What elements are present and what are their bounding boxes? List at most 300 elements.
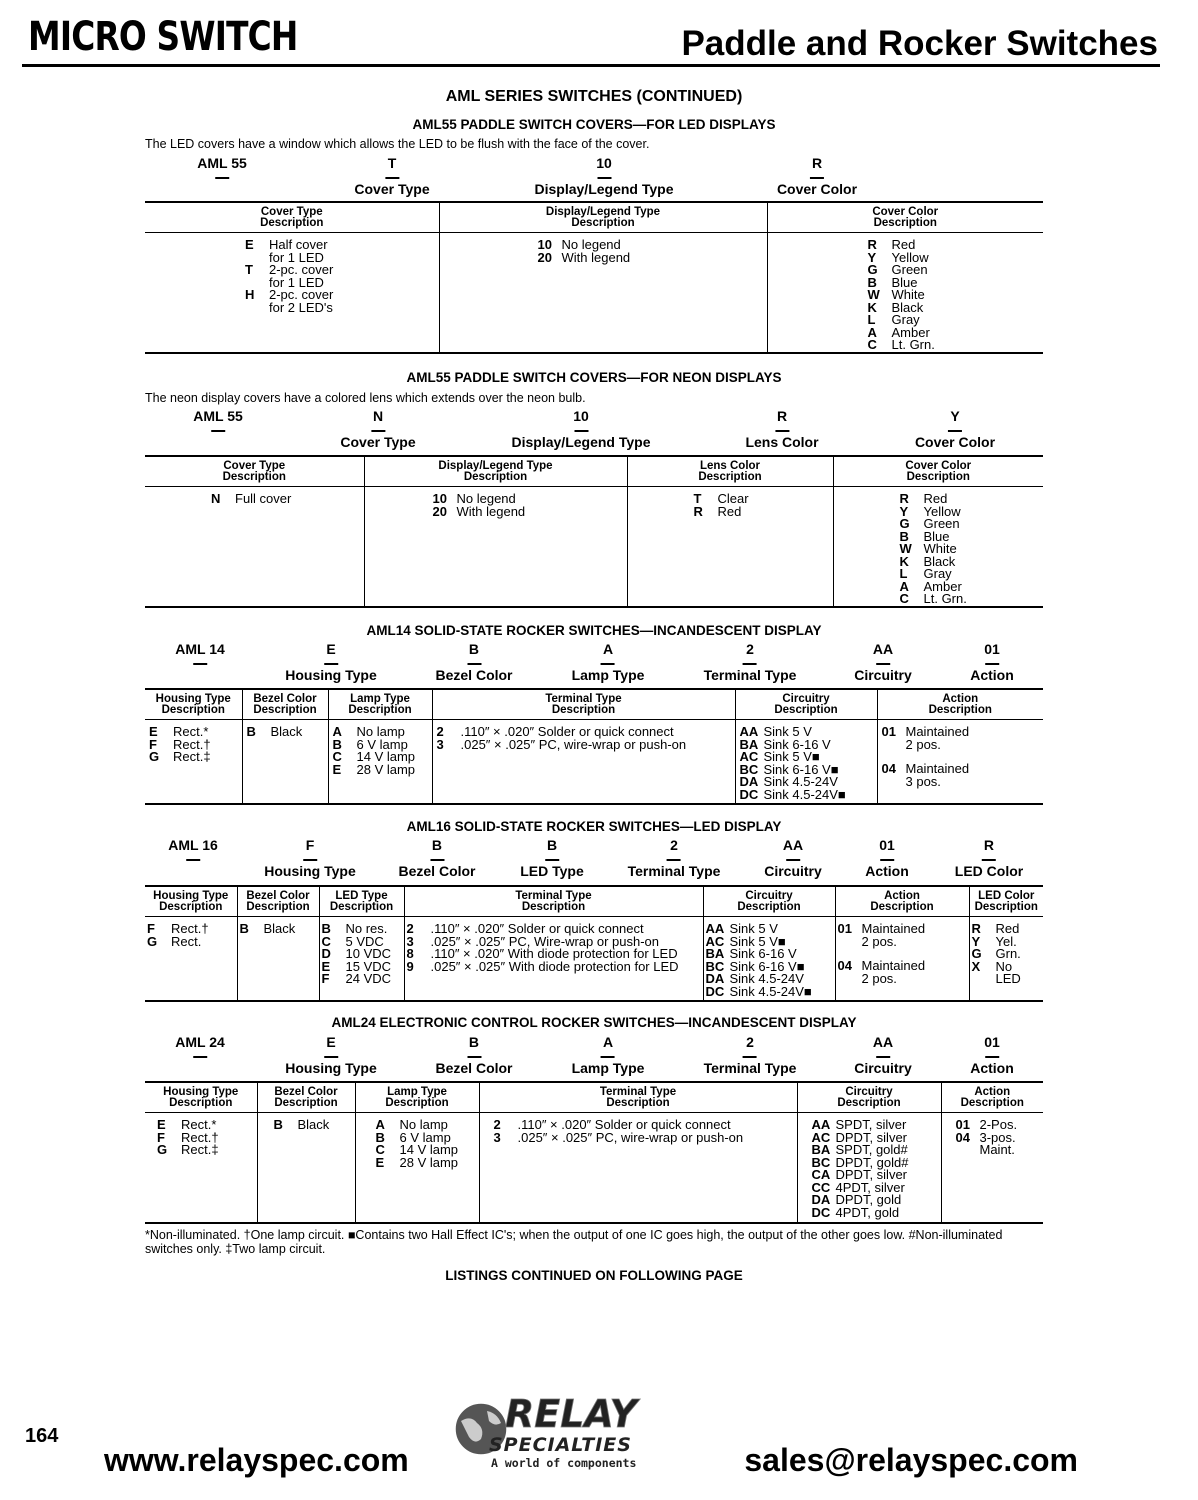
item-desc: Rect.‡ xyxy=(173,749,211,764)
column-header-title: Terminal Type xyxy=(515,890,592,902)
item-code: B xyxy=(273,1117,283,1132)
list-item xyxy=(899,503,1040,519)
code-dash xyxy=(371,430,385,432)
code-value: AML 16 xyxy=(168,837,218,853)
item-desc: 2-Pos. xyxy=(979,1117,1018,1132)
cell-bezel xyxy=(237,917,319,1001)
column-header-title: Circuitry xyxy=(745,890,793,902)
list-item xyxy=(693,503,829,519)
item-code: L xyxy=(867,312,876,327)
code-dash xyxy=(545,859,559,861)
code-value: AML 24 xyxy=(175,1034,225,1050)
column-header xyxy=(145,689,242,720)
item-code: R xyxy=(867,237,877,252)
column-header-title: Bezel Color xyxy=(246,890,310,902)
item-desc: Sink 4.5-24V xyxy=(763,774,838,789)
item-desc: Blue xyxy=(923,528,950,544)
s4-code-2 xyxy=(398,837,475,879)
column-header-title: Bezel Color xyxy=(274,1086,338,1098)
s2-code-1 xyxy=(340,408,415,450)
item-code: C xyxy=(332,749,342,764)
column-header xyxy=(145,202,439,233)
item-desc: Clear xyxy=(717,491,749,506)
list-item xyxy=(332,761,428,777)
item-code: B xyxy=(867,274,877,290)
code-value: AML 55 xyxy=(193,408,243,424)
code-value: A xyxy=(602,1034,614,1050)
column-header xyxy=(364,456,627,487)
column-header-title: Cover Type xyxy=(223,460,286,472)
s1-heading: AML55 PADDLE SWITCH COVERS—FOR LED DISPLAYS xyxy=(412,117,776,132)
item-desc: Maintained xyxy=(905,761,970,776)
column-header-sub: Description xyxy=(161,704,225,716)
list-item xyxy=(900,493,1040,506)
item-code: CC xyxy=(811,1179,831,1195)
cell-ledcolor xyxy=(969,917,1043,1001)
item-code: T xyxy=(245,262,253,277)
item-desc: Sink 5 V xyxy=(729,921,778,936)
item-desc: Full cover xyxy=(235,491,292,506)
code-value: 10 xyxy=(573,408,589,424)
s2-table xyxy=(145,455,1043,608)
item-code: G xyxy=(157,1142,168,1157)
list-item-cont xyxy=(972,973,1040,986)
s5-table xyxy=(145,1081,1043,1224)
column-header-title: Circuitry xyxy=(845,1086,893,1098)
s4-code-4 xyxy=(628,837,721,879)
item-desc: Sink 5 V■ xyxy=(763,749,820,764)
list-item xyxy=(811,1204,937,1220)
list-item xyxy=(694,493,829,506)
column-header xyxy=(941,1082,1043,1113)
item-desc: Black xyxy=(297,1117,330,1132)
item-desc: 28 V lamp xyxy=(399,1154,459,1170)
cell-color xyxy=(833,487,1043,607)
column-header xyxy=(877,689,1043,720)
column-header-sub: Description xyxy=(385,1097,449,1109)
item-code: BA xyxy=(705,946,725,961)
item-desc: 3-pos. xyxy=(979,1129,1016,1145)
item-desc: No res. xyxy=(345,921,388,936)
code-dash xyxy=(186,859,200,861)
column-header xyxy=(404,886,703,917)
column-header-title: Terminal Type xyxy=(599,1086,677,1098)
item-code: DC xyxy=(705,983,725,999)
item-desc: Half cover xyxy=(269,237,328,252)
code-dash xyxy=(430,859,444,861)
column-header-sub: Description xyxy=(348,704,412,716)
s3-code-3 xyxy=(572,641,645,683)
column-header-sub: Description xyxy=(246,901,310,913)
item-code: A xyxy=(332,724,342,739)
code-label: Bezel Color xyxy=(398,862,476,879)
code-label: Action xyxy=(970,666,1014,683)
code-dash xyxy=(303,859,317,861)
item-desc: No legend xyxy=(456,491,516,506)
code-dash xyxy=(743,663,757,665)
item-code: E xyxy=(157,1117,166,1132)
item-desc: No legend xyxy=(561,237,621,252)
item-code: AC xyxy=(811,1129,831,1145)
column-header-sub: Description xyxy=(974,901,1038,913)
s3-code-0 xyxy=(175,641,225,665)
item-desc: 28 V lamp xyxy=(356,761,416,777)
item-desc: Rect.† xyxy=(171,921,209,936)
s3-table xyxy=(145,688,1043,805)
column-header-sub: Description xyxy=(521,901,586,913)
list-item xyxy=(900,568,1040,581)
website-link[interactable]: www.relayspec.com xyxy=(104,1442,409,1478)
relay-specialties-logo xyxy=(447,1393,697,1473)
code-dash xyxy=(467,1056,481,1058)
item-code: DC xyxy=(811,1204,831,1220)
item-desc: Rect.† xyxy=(173,736,211,752)
item-desc: Lt. Grn. xyxy=(923,591,967,606)
s3-code-4 xyxy=(704,641,797,683)
list-item xyxy=(868,339,1040,352)
column-header xyxy=(145,886,237,917)
code-value: AA xyxy=(872,1034,894,1050)
brand-logo-text: MICRO SWITCH xyxy=(28,14,298,60)
item-code: X xyxy=(971,958,981,974)
s5-code-1 xyxy=(285,1034,377,1076)
column-header-title: Display/Legend Type xyxy=(545,206,661,218)
list-item xyxy=(432,503,623,519)
code-value: B xyxy=(546,837,558,853)
item-desc: Sink 6-16 V xyxy=(763,736,831,752)
s5-code-5 xyxy=(854,1034,912,1076)
item-code: E xyxy=(245,237,254,252)
item-desc: Rect.‡ xyxy=(181,1142,219,1157)
cell-led xyxy=(319,917,404,1001)
column-header xyxy=(479,1082,797,1113)
item-code: 01 xyxy=(881,724,896,739)
list-item xyxy=(436,736,731,752)
code-label: Display/Legend Type xyxy=(534,180,674,197)
code-value: AML 55 xyxy=(197,155,247,171)
code-dash xyxy=(985,1056,999,1058)
item-code: F xyxy=(157,1129,165,1145)
item-code: DC xyxy=(739,786,759,802)
s4-table xyxy=(145,885,1043,1002)
item-desc: DPDT, gold xyxy=(835,1192,902,1207)
item-desc: Amber xyxy=(923,578,962,594)
column-header-sub: Description xyxy=(551,704,616,716)
column-header xyxy=(767,202,1043,233)
cell-lens xyxy=(627,487,833,607)
item-code: G xyxy=(147,933,158,949)
item-desc-cont: for 1 LED xyxy=(269,249,324,265)
list-item xyxy=(157,1144,253,1157)
item-desc: SPDT, gold# xyxy=(835,1142,908,1157)
column-header xyxy=(969,886,1043,917)
s5-code-2 xyxy=(435,1034,512,1076)
item-code: BC xyxy=(811,1154,831,1170)
code-value: 01 xyxy=(879,837,895,853)
item-desc-cont: 2 pos. xyxy=(861,933,897,949)
item-desc: Sink 4.5-24V■ xyxy=(729,983,812,999)
item-desc: Red xyxy=(891,237,916,252)
list-item-cont xyxy=(245,299,435,315)
s1-code-0 xyxy=(197,155,247,179)
item-code: R xyxy=(899,491,909,506)
code-value: AA xyxy=(782,837,804,853)
code-value: 01 xyxy=(984,1034,1000,1050)
cell-action xyxy=(941,1113,1043,1223)
code-label: Action xyxy=(865,862,909,879)
column-header xyxy=(797,1082,941,1113)
column-header xyxy=(833,456,1043,487)
item-code: BA xyxy=(811,1142,831,1157)
column-header-title: Action xyxy=(974,1086,1011,1098)
item-desc: 2-pc. cover xyxy=(269,287,334,302)
item-code: 3 xyxy=(436,736,444,752)
list-item xyxy=(537,249,763,265)
s3-code-2 xyxy=(435,641,512,683)
item-desc: Yellow xyxy=(923,503,961,519)
item-code: 2 xyxy=(406,921,414,936)
list-item xyxy=(739,786,873,802)
column-header-title: LED Type xyxy=(335,890,388,902)
s1-note: The LED covers have a window which allows the LED to be flush with the face of the cover. xyxy=(145,137,650,151)
item-desc: DPDT, gold# xyxy=(835,1154,909,1170)
code-value: 2 xyxy=(746,641,754,657)
code-label: Circuitry xyxy=(854,1059,912,1076)
item-desc: 10 VDC xyxy=(345,946,392,961)
item-code: A xyxy=(899,578,909,594)
cell-action xyxy=(835,917,969,1001)
s5-code-4 xyxy=(704,1034,797,1076)
code-dash xyxy=(385,177,399,179)
item-desc-cont: LED xyxy=(995,971,1021,986)
item-code: BC xyxy=(739,761,759,777)
s2-note: The neon display covers have a colored lens which extends over the neon bulb. xyxy=(145,391,586,405)
item-code: C xyxy=(867,337,877,352)
s4-heading: AML16 SOLID-STATE ROCKER SWITCHES—LED DISPLAY xyxy=(406,819,782,834)
code-value: F xyxy=(305,837,315,853)
item-desc-cont: for 1 LED xyxy=(269,274,324,290)
column-header xyxy=(328,689,432,720)
code-label: Housing Type xyxy=(285,666,377,683)
column-header-title: Cover Color xyxy=(905,460,972,472)
item-code: C xyxy=(899,591,909,606)
column-header xyxy=(257,1082,355,1113)
code-dash xyxy=(324,663,338,665)
item-code: G xyxy=(899,516,910,531)
s2-code-0 xyxy=(193,408,243,432)
s2-code-3 xyxy=(745,408,818,450)
cell-terminal xyxy=(479,1113,797,1223)
item-desc: Lt. Grn. xyxy=(891,337,935,352)
code-value: B xyxy=(431,837,443,853)
column-header xyxy=(432,689,735,720)
column-header-title: Lens Color xyxy=(699,460,761,472)
item-code: B xyxy=(239,921,249,936)
footnote: *Non-illuminated. †One lamp circuit. ■Contains two Hall Effect IC's; when the output of one IC goes high, the output of the other goes low. #Non-illuminated switches only. ‡Two lamp circuit. xyxy=(145,1228,1003,1256)
item-code: E xyxy=(149,724,158,739)
item-desc: 24 VDC xyxy=(345,971,392,986)
s3-code-1 xyxy=(285,641,377,683)
column-header-sub: Description xyxy=(698,471,762,483)
item-code: AA xyxy=(739,724,759,739)
column-header xyxy=(355,1082,479,1113)
item-desc: White xyxy=(923,541,957,556)
item-code: 9 xyxy=(406,958,414,974)
item-desc: Amber xyxy=(891,324,930,340)
item-code: E xyxy=(375,1154,385,1170)
item-code: C xyxy=(321,933,331,949)
logo-specialties-text: SPECIALTIES xyxy=(489,1434,632,1456)
section-title: AML SERIES SWITCHES (CONTINUED) xyxy=(445,88,743,105)
column-header-title: Bezel Color xyxy=(253,693,317,705)
code-label: Housing Type xyxy=(285,1059,377,1076)
code-dash xyxy=(985,663,999,665)
item-desc: 6 V lamp xyxy=(356,736,408,752)
item-code: G xyxy=(971,946,982,961)
code-dash xyxy=(743,1056,757,1058)
item-desc: Sink 6-16 V xyxy=(729,946,797,961)
code-dash xyxy=(215,177,229,179)
list-item xyxy=(900,593,1040,606)
item-desc: .110″ × .020″ Solder or quick connect xyxy=(517,1117,731,1132)
list-item xyxy=(211,493,360,506)
item-code: 04 xyxy=(881,761,896,776)
column-header-sub: Description xyxy=(253,704,317,716)
code-value: Y xyxy=(950,408,960,424)
item-code: R xyxy=(693,503,703,519)
item-desc: Yel. xyxy=(995,933,1017,949)
code-label: Lens Color xyxy=(745,433,819,450)
item-desc: .025″ × .025″ With diode protection for LED xyxy=(430,958,679,974)
item-code: 8 xyxy=(406,946,414,961)
column-header-sub: Description xyxy=(774,704,838,716)
column-header-title: Cover Color xyxy=(872,206,939,218)
column-header-sub: Description xyxy=(329,901,394,913)
s3-code-6 xyxy=(970,641,1014,683)
cell-terminal xyxy=(404,917,703,1001)
code-label: Housing Type xyxy=(264,862,356,879)
header-rule xyxy=(22,64,1160,67)
column-header-title: Action xyxy=(942,693,979,705)
code-label: Terminal Type xyxy=(627,862,721,879)
code-label: Cover Type xyxy=(354,180,430,197)
item-code: AA xyxy=(811,1117,831,1132)
item-code: DA xyxy=(811,1192,831,1207)
column-header-sub: Description xyxy=(260,217,324,229)
item-desc: Green xyxy=(891,262,928,277)
column-header-title: Circuitry xyxy=(782,693,830,705)
code-value: B xyxy=(468,1034,480,1050)
item-desc: .110″ × .020″ Solder or quick connect xyxy=(460,724,674,739)
column-header xyxy=(237,886,319,917)
item-code: 20 xyxy=(432,503,447,519)
list-item-cont xyxy=(956,1144,1040,1157)
item-code: B xyxy=(246,724,256,739)
code-value: E xyxy=(326,1034,336,1050)
cell-housing xyxy=(145,1113,257,1223)
item-desc: Sink 6-16 V■ xyxy=(763,761,839,777)
page-number: 164 xyxy=(25,1425,59,1447)
item-code: C xyxy=(375,1142,385,1157)
cell-display xyxy=(364,487,627,607)
item-desc: Gray xyxy=(923,566,952,581)
item-desc-cont: Maint. xyxy=(979,1142,1015,1157)
column-header-title: Action xyxy=(884,890,920,902)
code-dash xyxy=(876,663,890,665)
code-dash xyxy=(467,663,481,665)
logo-tagline-text: A world of components xyxy=(491,1456,637,1470)
item-desc: Maintained xyxy=(861,958,926,973)
s4-code-7 xyxy=(955,837,1023,879)
column-header-title: Cover Type xyxy=(260,206,323,218)
item-code: B xyxy=(375,1129,385,1145)
item-desc: DPDT, silver xyxy=(835,1167,908,1182)
cell-housing xyxy=(145,917,237,1001)
item-code: AC xyxy=(705,933,725,949)
column-header xyxy=(439,202,767,233)
item-desc: 14 V lamp xyxy=(356,749,416,764)
s1-table xyxy=(145,201,1043,354)
cell-terminal xyxy=(432,720,735,804)
code-dash xyxy=(667,859,681,861)
s4-code-3 xyxy=(520,837,584,879)
column-header-sub: Description xyxy=(837,1097,901,1109)
item-code: G xyxy=(867,262,878,277)
list-item xyxy=(240,923,315,936)
item-code: 10 xyxy=(537,237,552,252)
code-dash xyxy=(786,859,800,861)
code-label: LED Type xyxy=(520,862,584,879)
code-dash xyxy=(880,859,894,861)
code-dash xyxy=(775,430,789,432)
item-code: Y xyxy=(899,503,909,519)
list-item-cont xyxy=(838,970,965,986)
item-desc: 2-pc. cover xyxy=(269,262,334,277)
email-link[interactable]: sales@relayspec.com xyxy=(744,1442,1078,1478)
column-header-sub: Description xyxy=(571,217,635,229)
code-label: LED Color xyxy=(954,862,1024,879)
item-desc: Black xyxy=(923,553,956,569)
item-desc: .025″ × .025″ PC, Wire-wrap or push-on xyxy=(430,933,660,949)
column-header xyxy=(835,886,969,917)
list-item xyxy=(149,751,238,764)
item-code: 3 xyxy=(406,933,414,949)
column-header xyxy=(703,886,835,917)
column-header-sub: Description xyxy=(873,217,937,229)
code-value: N xyxy=(372,408,384,424)
code-dash xyxy=(574,430,588,432)
column-header xyxy=(242,689,328,720)
code-label: Bezel Color xyxy=(435,666,513,683)
column-header-title: LED Color xyxy=(978,890,1035,902)
item-code: 20 xyxy=(537,249,552,265)
item-desc: Red xyxy=(995,921,1020,936)
list-item-cont xyxy=(882,736,1040,752)
item-code: F xyxy=(147,921,155,936)
item-desc: No lamp xyxy=(356,724,405,739)
s5-code-6 xyxy=(970,1034,1014,1076)
list-item xyxy=(899,528,1040,544)
item-desc: Sink 5 V■ xyxy=(729,933,786,949)
column-header xyxy=(735,689,877,720)
item-code: T xyxy=(693,491,702,506)
item-code: G xyxy=(149,749,160,764)
item-code: A xyxy=(867,324,877,340)
code-label: Terminal Type xyxy=(703,1059,797,1076)
item-desc: Sink 4.5-24V xyxy=(729,971,804,986)
code-value: R xyxy=(776,408,788,424)
cell-circuitry xyxy=(735,720,877,804)
